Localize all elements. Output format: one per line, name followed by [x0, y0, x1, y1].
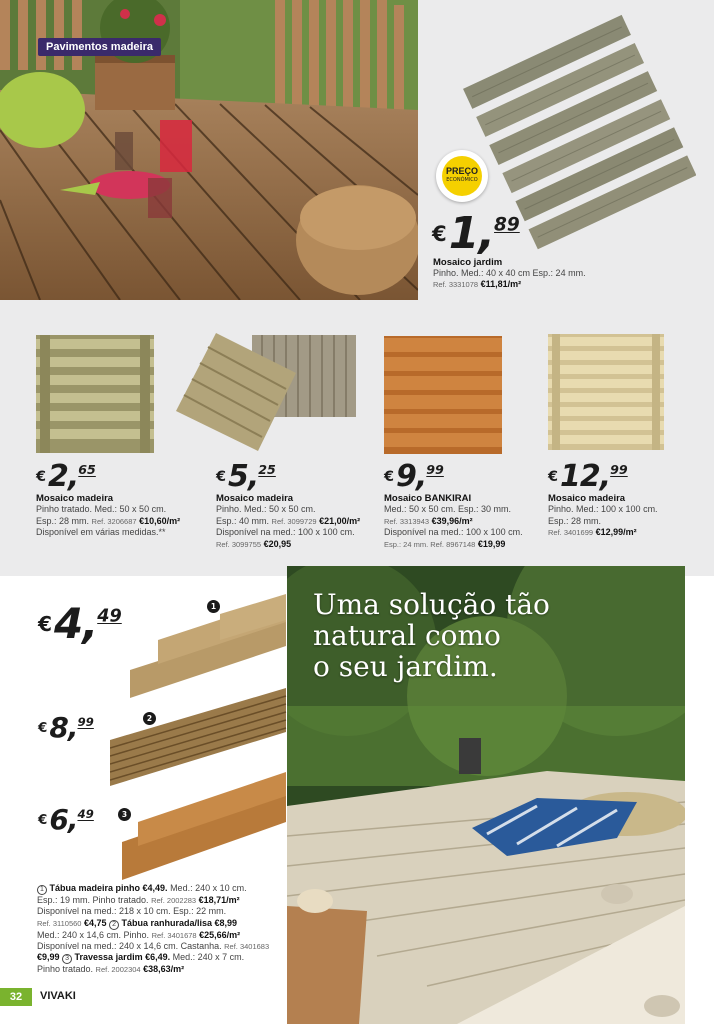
price-dec: 99 — [77, 714, 94, 729]
plank-2-spec: Med.: 240 x 14,6 cm. Pinho. — [37, 929, 152, 940]
tile-2-line3: Disponível na med.: 100 x 100 cm. — [216, 527, 355, 538]
tile-image-3 — [384, 336, 502, 454]
featured-ref-line — [433, 279, 521, 291]
price-dec: 99 — [610, 462, 628, 478]
tile-image-2 — [176, 333, 358, 453]
desc-line-3: Disponível na med.: 218 x 10 cm. Esp.: 22 mm. — [37, 906, 227, 917]
price-dec: 49 — [77, 806, 94, 821]
tile-3-price — [384, 459, 444, 494]
tile-2-price — [216, 459, 276, 494]
price-int: 9, — [396, 459, 427, 494]
tile-3-info — [384, 493, 544, 551]
plank-3-spec: Pinho tratado. — [37, 964, 96, 974]
tile-1-info — [36, 493, 206, 539]
economic-price-badge — [436, 150, 488, 202]
tile-3-line4 — [384, 539, 544, 551]
slogan-line-3: o seu jardim. — [313, 649, 498, 683]
slogan-line-2: natural como — [313, 618, 501, 652]
planks-description — [37, 883, 287, 975]
featured-unit-price: €11,81/m² — [480, 279, 522, 289]
plank-2b-price: €9,99 — [37, 952, 63, 962]
slogan-line-1: Uma solução tão — [313, 588, 550, 621]
plank-2-number: 2 — [143, 712, 156, 725]
plank-1-med: Med.: 240 x 10 cm. — [167, 883, 247, 893]
plank-3-title: Travessa jardim €6,49. — [72, 952, 171, 962]
tile-2-name: Mosaico madeira — [216, 493, 294, 504]
tile-2-info — [216, 493, 386, 551]
tile-2-ref2: Ref. 3099755 — [216, 540, 262, 550]
tile-2-line1: Pinho. Med.: 50 x 50 cm. — [216, 504, 316, 514]
currency: € — [548, 468, 559, 485]
plank-1b-price: €4,75 — [81, 917, 110, 928]
price-int: 8, — [49, 711, 78, 744]
badge-line1: PREÇO — [445, 166, 478, 176]
tile-2-price2: €20,95 — [263, 539, 292, 550]
desc-line-4 — [37, 918, 287, 930]
tile-3-name: Mosaico BANKIRAI — [384, 493, 472, 504]
num-3: 3 — [62, 954, 72, 964]
tile-4-line4 — [548, 527, 708, 539]
plank-2b-spec: Disponível na med.: 240 x 14,6 cm. Castanha. — [37, 940, 225, 951]
featured-name: Mosaico jardim — [433, 257, 503, 268]
plank-3-med: Med.: 240 x 7 cm. — [170, 952, 245, 962]
plank-1-number: 1 — [207, 600, 220, 613]
plank-1b-ref: Ref. 3110560 — [37, 918, 82, 928]
price-int: 12, — [560, 459, 611, 494]
price-dec: 25 — [258, 462, 276, 478]
tile-3-price2: €19,99 — [477, 539, 506, 550]
desc-line-8 — [37, 964, 287, 975]
currency: € — [38, 611, 53, 636]
currency: € — [38, 813, 48, 829]
currency: € — [384, 468, 395, 485]
tile-2-unit: €21,00/m² — [319, 515, 361, 526]
num-1: 1 — [37, 885, 47, 895]
tile-4-info — [548, 493, 708, 539]
tile-2-line2 — [216, 516, 386, 528]
tile-4-price — [548, 459, 628, 494]
slogan — [313, 590, 643, 682]
featured-price — [432, 208, 520, 259]
price-dec: 49 — [97, 606, 122, 627]
plank-1-title: Tábua madeira pinho €4,49. — [49, 883, 168, 893]
plank-3-unit: €38,63/m² — [140, 964, 185, 974]
tile-1-unit: €10,60/m² — [139, 515, 181, 526]
tile-4-ref: Ref. 3401699 — [548, 528, 594, 538]
tile-1-price — [36, 459, 96, 494]
tile-1-name: Mosaico madeira — [36, 493, 114, 504]
section-tag: Pavimentos madeira — [38, 38, 161, 56]
plank-1-spec: Esp.: 19 mm. Pinho tratado. — [37, 895, 152, 905]
currency: € — [216, 468, 227, 485]
desc-line-5 — [37, 930, 287, 941]
tile-3-line1: Med.: 50 x 50 cm. Esp.: 30 mm. — [384, 504, 512, 514]
tile-1-line2 — [36, 516, 206, 528]
tile-3-ref: Ref. 3313943 — [384, 516, 430, 526]
tile-4-name: Mosaico madeira — [548, 493, 626, 504]
tile-3-line3: Disponível na med.: 100 x 100 cm. — [384, 527, 523, 538]
tile-image-4 — [548, 334, 664, 450]
tile-1-ref: Ref. 3206687 — [91, 516, 137, 526]
planks-image — [110, 590, 288, 880]
tile-2-ref: Ref. 3099729 — [271, 516, 317, 526]
currency: € — [38, 721, 48, 737]
plank-2-price — [38, 711, 94, 744]
desc-line-1 — [37, 883, 287, 895]
featured-ref: Ref. 3331078 — [433, 280, 479, 289]
desc-line-7 — [37, 952, 287, 964]
plank-1-unit: €18,71/m² — [196, 895, 240, 905]
tile-4-line1: Pinho. Med.: 100 x 100 cm. — [548, 504, 658, 514]
num-2: 2 — [109, 920, 119, 930]
plank-2-ref: Ref. 3401678 — [151, 930, 197, 940]
price-dec: 89 — [494, 214, 520, 236]
price-dec: 65 — [78, 462, 96, 478]
plank-3-ref: Ref. 2002304 — [95, 965, 141, 974]
tile-3-line2 — [384, 516, 544, 528]
desc-line-6 — [37, 941, 287, 952]
plank-1-ref: Ref. 2002283 — [151, 896, 197, 905]
tile-4-unit: €12,99/m² — [595, 527, 637, 538]
price-int: 5, — [228, 459, 259, 494]
tile-1-esp: Esp.: 28 mm. — [36, 515, 90, 526]
tile-1-line3: Disponível em várias medidas.** — [36, 527, 166, 538]
plank-2-unit: €25,66/m² — [196, 929, 241, 940]
tile-1-line1: Pinho tratado. Med.: 50 x 50 cm. — [36, 504, 167, 514]
plank-3-price — [38, 803, 94, 836]
price-int: 4, — [54, 599, 98, 648]
currency: € — [36, 468, 47, 485]
tile-3-ref2: Esp.: 24 mm. Ref. 8967148 — [384, 540, 476, 550]
page-number: 32 — [0, 988, 32, 1006]
tile-2-esp: Esp.: 40 mm. — [216, 515, 270, 526]
plank-2-title: Tábua ranhurada/lisa €8,99 — [119, 917, 238, 928]
featured-desc: Pinho. Med.: 40 x 40 cm Esp.: 24 mm. — [433, 268, 586, 278]
price-int: 1, — [448, 208, 495, 259]
tile-2-line4 — [216, 539, 386, 551]
price-int: 6, — [49, 803, 78, 836]
desc-line-2 — [37, 895, 287, 906]
tile-3-unit: €39,96/m² — [431, 515, 473, 526]
price-int: 2, — [48, 459, 79, 494]
badge-line2: ECONÓMICO — [446, 177, 478, 183]
tile-4-line2: Esp.: 28 mm. — [548, 515, 602, 526]
brand-name: VIVAKI — [40, 990, 76, 1002]
currency: € — [432, 220, 447, 246]
tile-image-1 — [36, 335, 154, 453]
price-dec: 99 — [426, 462, 444, 478]
plank-3-number: 3 — [118, 808, 131, 821]
plank-2b-ref: Ref. 3401683 — [224, 941, 270, 951]
